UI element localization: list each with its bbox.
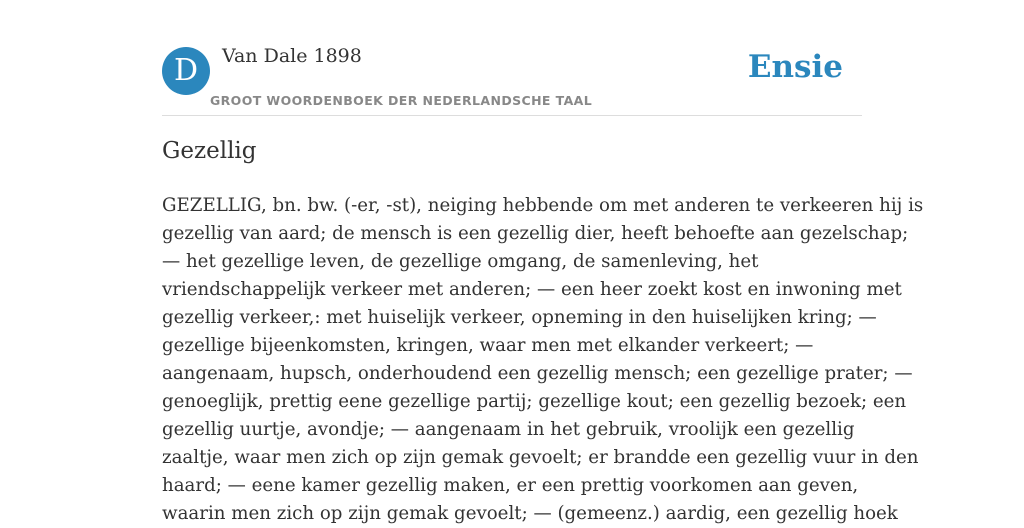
- dictionary-logo-icon[interactable]: D: [162, 47, 210, 95]
- definition-line: haard; — eene kamer gezellig maken, er een prettig voorkomen aan geven,: [162, 475, 859, 496]
- definition-line: — het gezellige leven, de gezellige omgang, de samenleving, het: [162, 251, 759, 272]
- definition-line: waarin men zich op zijn gemak gevoelt; — (gemeenz.) aardig, een gezellig hoek: [162, 503, 898, 524]
- entry-headword: Gezellig: [162, 138, 257, 164]
- definition-line: aangenaam, hupsch, onderhoudend een gezellig mensch; een gezellige prater; —: [162, 363, 913, 384]
- source-title[interactable]: Van Dale 1898: [222, 45, 362, 67]
- definition-line: gezellige bijeenkomsten, kringen, waar men met elkander verkeert; —: [162, 335, 814, 356]
- definition-line: gezellig verkeer,: met huiselijk verkeer, opneming in den huiselijken kring; —: [162, 307, 877, 328]
- source-subtitle: GROOT WOORDENBOEK DER NEDERLANDSCHE TAAL: [210, 93, 593, 108]
- entry-definition: [162, 192, 924, 528]
- definition-line: zaaltje, waar men zich op zijn gemak gevoelt; er brandde een gezellig vuur in den: [162, 447, 919, 468]
- definition-line: vriendschappelijk verkeer met anderen; — een heer zoekt kost en inwoning met: [162, 279, 902, 300]
- definition-line: gezellig uurtje, avondje; — aangenaam in het gebruik, vroolijk een gezellig: [162, 419, 855, 440]
- ensie-brand-link[interactable]: Ensie: [747, 49, 843, 85]
- source-header: [162, 44, 862, 116]
- definition-line: genoeglijk, prettig eene gezellige partij; gezellige kout; een gezellig bezoek; een: [162, 391, 907, 412]
- definition-line: GEZELLIG, bn. bw. (-er, -st), neiging hebbende om met anderen te verkeeren hij is: [162, 195, 924, 216]
- definition-line: gezellig van aard; de mensch is een gezellig dier, heeft behoefte aan gezelschap;: [162, 223, 909, 244]
